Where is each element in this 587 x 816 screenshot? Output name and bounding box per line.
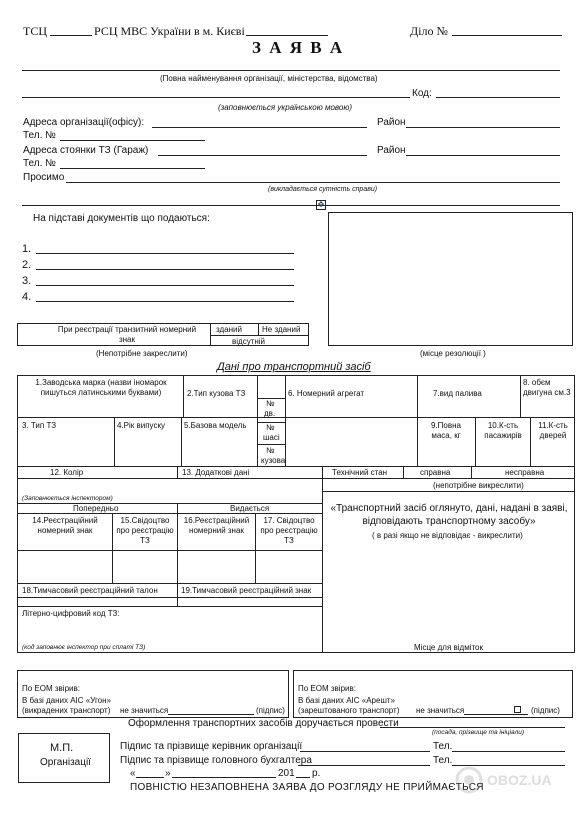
address-label: Адреса організації(офісу): — [23, 117, 145, 128]
tel-label-acc: Тел. — [433, 755, 453, 766]
org-name-field[interactable] — [22, 70, 560, 71]
strike-hint: (Непотрібне закреслити) — [96, 349, 188, 358]
cert-new-label: 17. Свідоцтво про реєстрацію ТЗ — [260, 516, 318, 545]
eom-left-sign-field[interactable] — [168, 714, 254, 715]
no-label-1: № — [266, 399, 275, 408]
doc-field-4[interactable] — [36, 301, 294, 302]
temp-talon-label: 18.Тимчасовий реєстраційний талон — [22, 586, 158, 595]
not-ok-option[interactable]: несправна — [505, 468, 545, 477]
mass-label: 9.Повна маса, кг — [431, 421, 461, 440]
rayon-label-1: Район — [377, 117, 406, 128]
issued-label: Видається — [230, 504, 270, 513]
unit-no-label: 6. Номерний агрегат — [288, 389, 365, 398]
inspected-statement: «Транспортний засіб оглянуто, дані, надані в заяві, відповідають транспортному засобу» — [330, 503, 568, 527]
page-title: З А Я В А — [252, 38, 345, 57]
docs-title: На підставі документів що подаються: — [33, 213, 210, 224]
shasi-label: шасі — [263, 433, 280, 442]
month-field[interactable] — [172, 777, 276, 778]
extra-label: 13. Додаткові дані — [182, 468, 250, 477]
plate-prev-label: 14.Реєстраційний номерний знак — [32, 516, 98, 535]
cert-prev-label: 15.Свідоцтво про реєстрацію ТЗ — [116, 516, 174, 545]
eom-left-not: не значиться — [120, 706, 169, 715]
vidsutniy-option[interactable]: відсутній — [232, 337, 266, 346]
date-close: » — [165, 768, 171, 779]
kod-label: Код: — [412, 88, 432, 99]
eom-left-sign: (підпис) — [256, 706, 285, 715]
mismatch-hint: ( в разі якщо не відповідає - викреслити) — [372, 531, 523, 540]
doc-field-1[interactable] — [36, 253, 294, 254]
notice-text: ПОВНІСТЮ НЕЗАПОВНЕНА ЗАЯВА ДО РОЗГЛЯДУ НЕ ПРИЙМАЄТЬСЯ — [130, 782, 484, 793]
tel-field-1[interactable] — [60, 140, 205, 141]
garage-label: Адреса стоянки ТЗ (Гараж) — [23, 145, 149, 156]
rsc-label: РСЦ МВС України в м. Києві — [94, 24, 245, 38]
no-label-3: № — [266, 446, 275, 455]
body-type-label: 2.Тип кузова ТЗ — [187, 389, 246, 398]
doors-label: 11.К-сть дверей — [538, 421, 568, 440]
dv-label: дв. — [264, 409, 276, 418]
type-label: 3. Тип ТЗ — [22, 421, 57, 430]
essence-hint: (викладається сутність справи) — [268, 186, 378, 193]
prev-label: Попередньо — [73, 504, 119, 513]
tel-label-1: Тел. № — [23, 130, 56, 141]
checkbox[interactable] — [514, 706, 521, 713]
head-sign-field[interactable] — [300, 751, 430, 752]
fuel-label: 7.вид палива — [433, 389, 482, 398]
doc-item-3: 3. — [22, 275, 32, 287]
rayon-field-1[interactable] — [406, 127, 560, 128]
entrust-field[interactable] — [380, 727, 565, 728]
watermark-text: OBOZ.UA — [487, 772, 552, 788]
ok-option[interactable]: справна — [420, 468, 451, 477]
watermark — [455, 760, 575, 800]
tel-field-head[interactable] — [452, 751, 565, 752]
entrust-label: Оформлення транспортних засобів доручається провести — [128, 718, 399, 729]
kod-field[interactable] — [436, 97, 560, 98]
tech-state-label: Технічний стан — [332, 468, 388, 477]
delo-field[interactable] — [452, 35, 562, 36]
year-suffix: р. — [312, 768, 321, 779]
doc-field-2[interactable] — [36, 269, 294, 270]
tel-label-2: Тел. № — [23, 158, 56, 169]
kuzova-label: кузова — [261, 456, 286, 465]
eom-right-title: По ЕОМ звірив: — [298, 684, 356, 693]
doc-item-2: 2. — [22, 259, 32, 271]
address-field[interactable] — [152, 127, 367, 128]
temp-plate-label: 19.Тимчасовий реєстраційний знак — [181, 586, 312, 595]
doc-item-4: 4. — [22, 291, 32, 303]
garage-field[interactable] — [158, 155, 367, 156]
delo-label: Діло № — [410, 24, 448, 38]
resolution-hint: (місце резолюції ) — [420, 349, 486, 358]
year-field[interactable] — [296, 777, 310, 778]
eom-left-base: В базі даних АІС «Угон» — [22, 696, 111, 705]
eom-left-title: По ЕОМ звірив: — [22, 684, 80, 693]
tel-label-head: Тел. — [433, 741, 453, 752]
zdanyi-option[interactable]: зданий — [216, 325, 242, 334]
vehicle-section-title: Дані про транспортний засіб — [217, 361, 371, 373]
no-label-2: № — [266, 423, 275, 432]
mp-label: М.П. — [50, 742, 74, 754]
org-name-field-2[interactable] — [22, 97, 410, 98]
alnum-hint: (код заповнює інспектор при сплаті ТЗ) — [22, 644, 146, 651]
lang-hint: (заповнюється українською мовою) — [218, 103, 353, 112]
tsc-field[interactable] — [50, 35, 92, 36]
doc-item-1: 1. — [22, 243, 32, 255]
org-label: Організації — [40, 757, 91, 768]
tel-field-2[interactable] — [60, 168, 205, 169]
stamp-place-label: Місце для відміток — [414, 643, 483, 652]
engine-vol-label: 8. обєм двигуна см.3 — [523, 378, 571, 397]
position-hint: (посада, прізвище та ініціали) — [432, 729, 525, 736]
acc-sign-field[interactable] — [298, 765, 430, 766]
inspector-hint: (Заповнюється інспектором) — [22, 495, 113, 502]
eom-right-sign-field[interactable] — [464, 714, 528, 715]
rayon-field-2[interactable] — [406, 155, 560, 156]
year-label: 4.Рік випуску — [117, 421, 166, 430]
alnum-code-label: Літерно-цифровий код ТЗ: — [22, 609, 120, 618]
eom-right-sign: (підпис) — [531, 706, 560, 715]
move-handle-icon[interactable]: ✥ — [317, 200, 325, 209]
passengers-label: 10.К-сть пасажирів — [484, 421, 522, 440]
head-sign-label: Підпис та прізвище керівник організації — [120, 741, 303, 752]
eom-left-sub: (викрадених транспорт) — [22, 706, 111, 715]
prosymo-field[interactable] — [66, 182, 560, 183]
org-name-hint: (Повна найменування організації, міністерства, відомства) — [160, 74, 378, 83]
rayon-label-2: Район — [377, 145, 406, 156]
eom-right-sub: (зарештованого транспорт) — [298, 706, 400, 715]
rsc-field[interactable] — [246, 35, 328, 36]
essence-field[interactable] — [22, 205, 560, 206]
eom-right-not: не значиться — [416, 706, 465, 715]
tsc-label: ТСЦ — [23, 24, 47, 38]
transit-label: При реєстрації транзитний номерний знак — [57, 325, 197, 344]
plate-new-label: 16.Реєстраційний номерний знак — [183, 516, 250, 535]
doc-field-3[interactable] — [36, 285, 294, 286]
eom-right-base: В базі даних АІС «Арешт» — [298, 696, 395, 705]
prosymo-label: Просимо — [23, 172, 65, 183]
brand-label: 1.Заводська марка (назви іномарок пишуться латинськими буквами) — [35, 378, 167, 397]
resolution-box[interactable] — [328, 212, 573, 346]
color-label: 12. Колір — [50, 468, 84, 477]
year-prefix: 201 — [278, 768, 295, 779]
acc-sign-label: Підпис та прізвище головного бухгалтера — [120, 755, 312, 766]
ne-zdanyi-option[interactable]: Не зданий — [262, 325, 301, 334]
oboz-logo-icon — [455, 766, 483, 794]
model-label: 5.Базова модель — [184, 421, 247, 430]
date-open: « — [130, 768, 136, 779]
strike-hint-2: (непотрібне викреслити) — [433, 481, 524, 490]
day-field[interactable] — [136, 777, 164, 778]
